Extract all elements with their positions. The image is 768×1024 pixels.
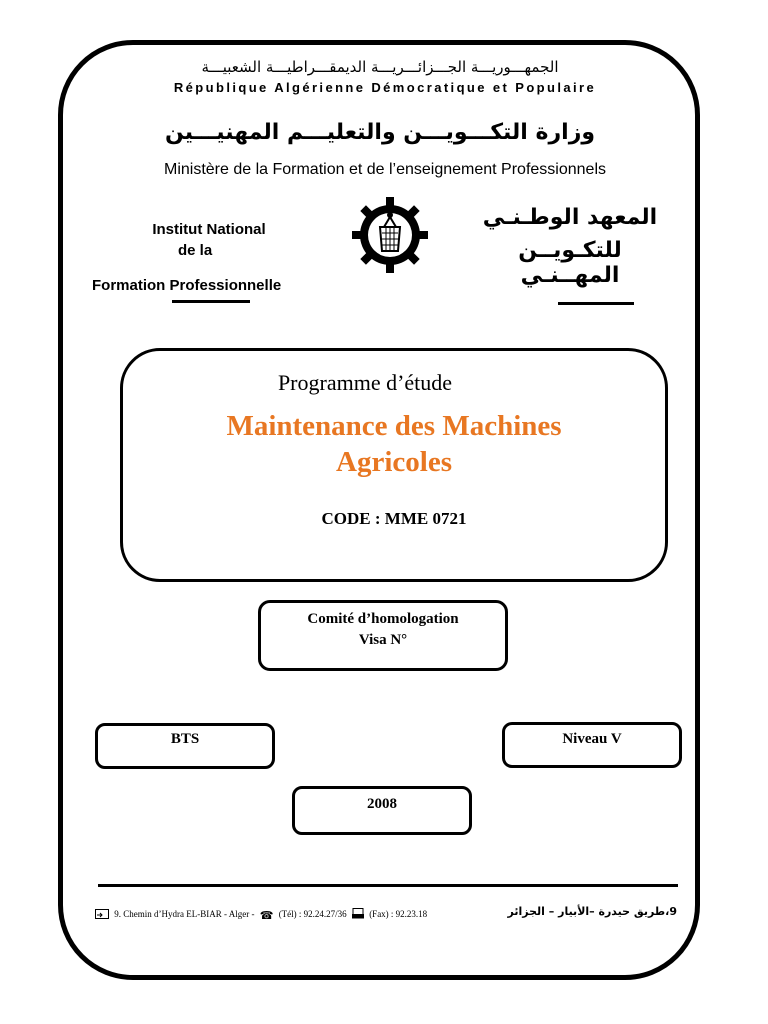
institute-fr-line1: Institut National (152, 221, 266, 238)
ministry-name-ar: وزارة التكـــويـــن والتعليـــم المهنيـــين (164, 120, 596, 145)
footer-address: 9. Chemin d’Hydra EL-BIAR - Alger - (114, 909, 255, 920)
footer-rule (98, 884, 678, 887)
footer-address-ar: 9،طريق حيدرة –الأبيار – الجزائر (507, 905, 677, 918)
envelope-icon (95, 909, 109, 922)
institute-ar-underline (558, 302, 634, 305)
program-title-line2: Agricoles (336, 446, 452, 478)
homologation-label: Comité d’homologation (307, 611, 459, 627)
diploma-label: BTS (170, 731, 200, 747)
republic-name-fr: République Algérienne Démocratique et Populaire (173, 80, 597, 95)
institute-fr-underline (172, 300, 250, 303)
institute-fr-line2: de la (178, 242, 213, 259)
institute-ar-line1: المعهد الوطـنـي (482, 205, 658, 230)
footer-fax: (Fax) : 92.23.18 (369, 909, 428, 920)
footer-contact (92, 905, 677, 926)
visa-number-label: Visa N° (358, 632, 408, 648)
footer-tel: (Tél) : 92.24.27/36 (278, 909, 347, 920)
institute-fr-line3: Formation Professionnelle (92, 277, 282, 294)
ministry-name-fr: Ministère de la Formation et de l’enseignement Professionnels (163, 161, 606, 178)
fax-icon (352, 908, 364, 922)
program-code: CODE : MME 0721 (321, 509, 467, 528)
program-label: Programme d’étude (277, 370, 453, 395)
institute-ar-line2: للتكـويــن المهــنـي (518, 238, 622, 288)
niveau-label: Niveau V (562, 731, 622, 747)
gear-emblem-icon (350, 195, 430, 275)
republic-name-ar: الجمهـــوريـــة الجـــزائـــريـــة الديمقـــراطيـــة الشعبيـــة (201, 58, 559, 76)
year-label: 2008 (367, 796, 397, 812)
program-title-line1: Maintenance des Machines (226, 410, 562, 442)
phone-icon: ☎ (259, 909, 274, 922)
